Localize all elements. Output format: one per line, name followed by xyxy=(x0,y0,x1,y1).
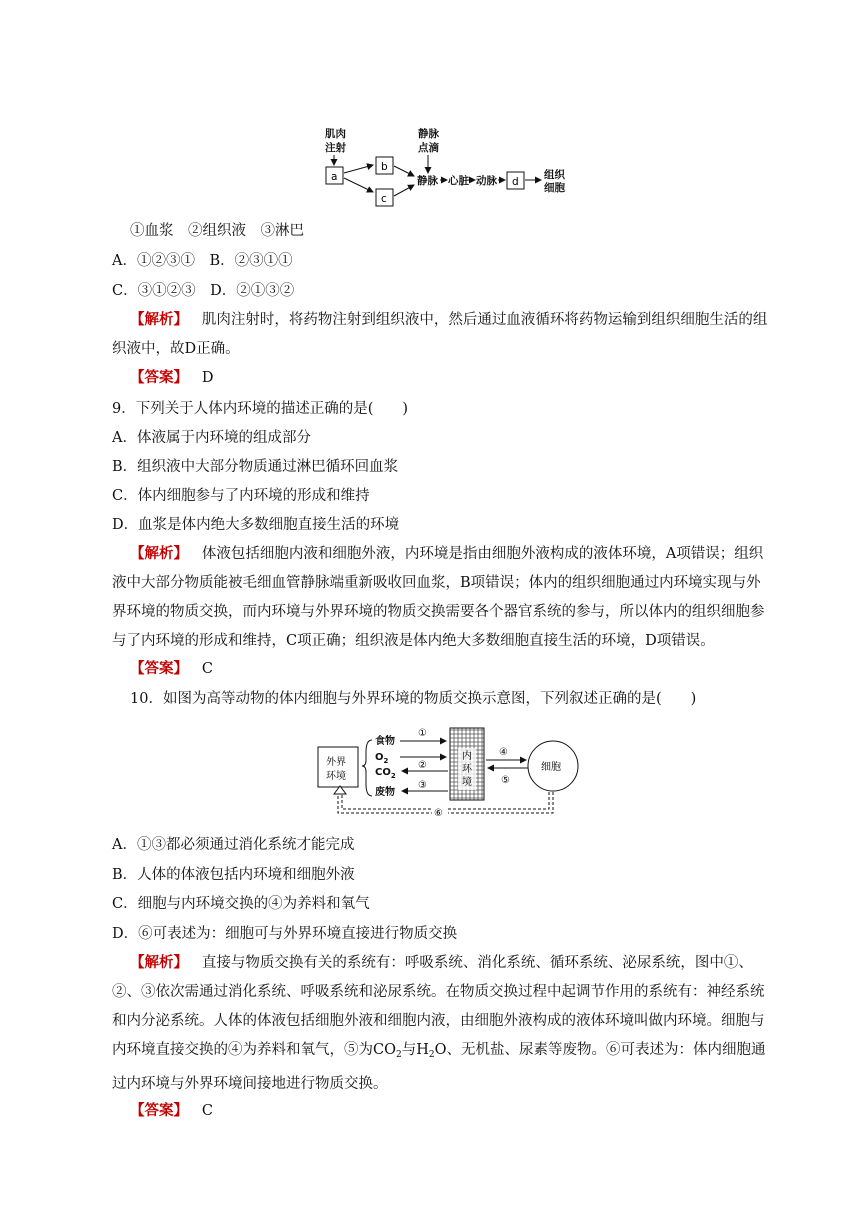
co2-subscript: 2 xyxy=(395,1050,402,1060)
analysis-tag: 【解析】 xyxy=(130,311,188,328)
q8-items: ①血浆 ②组织液 ③淋巴 xyxy=(130,223,304,239)
q10-stem: 10．如图为高等动物的体内细胞与外界环境的物质交换示意图，下列叙述正确的是( ) xyxy=(130,691,697,707)
h2o-subscript: 2 xyxy=(428,1050,435,1060)
o2-text: O xyxy=(375,752,384,763)
heart-label: 心脏 xyxy=(448,175,469,187)
answer-tag: 【答案】 xyxy=(130,660,188,677)
tissue-cells-label-2: 细胞 xyxy=(544,182,565,194)
q10-answer-value: C xyxy=(201,1103,213,1119)
box-b-label: b xyxy=(381,161,388,173)
arrow-6-label: ⑥ xyxy=(434,808,443,819)
analysis-tag: 【解析】 xyxy=(130,545,188,562)
q10-option-d: D．⑥可表述为：细胞可与外界环境直接进行物质交换 xyxy=(112,926,458,942)
arrow-5-label: ⑤ xyxy=(501,775,510,786)
q10-option-b: B．人体的体液包括内环境和细胞外液 xyxy=(112,867,355,883)
arrow-2-label: ② xyxy=(418,760,427,771)
q10-analysis-text-2: 与H xyxy=(401,1042,429,1058)
q9-option-d: D．血浆是体内绝大多数细胞直接生活的环境 xyxy=(112,517,400,533)
q10-analysis-text-3: O、无机盐、尿素等废物。⑥可表述为：体内细胞通过内环境与外界环境间接地进行物质交换。 xyxy=(112,1042,766,1092)
artery-label: 动脉 xyxy=(476,175,497,187)
o2-label xyxy=(375,752,389,765)
internal-label-2: 环 xyxy=(462,764,472,775)
tissue-cells-label-1: 组织 xyxy=(544,169,565,181)
q8-options-cd: C．③①②③ D．②①③② xyxy=(112,283,295,299)
vein-label: 静脉 xyxy=(417,175,438,187)
outside-label-1: 外界 xyxy=(326,757,346,768)
q9-option-b: B．组织液中大部分物质通过淋巴循环回血浆 xyxy=(112,459,399,475)
answer-tag: 【答案】 xyxy=(130,1102,188,1119)
internal-label-3: 境 xyxy=(462,777,472,788)
waste-label: 废物 xyxy=(375,787,395,798)
muscle-injection-label-2: 注射 xyxy=(325,142,346,154)
muscle-injection-label-1: 肌肉 xyxy=(325,128,346,140)
box-a-label: a xyxy=(331,171,338,183)
q10-option-a: A．①③都必须通过消化系统才能完成 xyxy=(112,837,355,853)
q9-option-a: A．体液属于内环境的组成部分 xyxy=(112,430,311,446)
q10-answer xyxy=(130,1101,213,1121)
q9-analysis-text: 体液包括细胞内液和细胞外液，内环境是指由细胞外液构成的液体环境，A项错误；组织液中大部分物质能被毛细血管静脉端重新吸收回血浆，B项错误；体内的组织细胞通过内环境实现与外界环境的物质交换，而内环境与外界环境的物质交换需要各个器官系统的参与，所以体内的组织细胞参与了内环境的形成和维持，C项正确；组织液是体内绝大多数细胞直接生活的环境，D项错误。 xyxy=(112,546,765,649)
arrow-4-label: ④ xyxy=(499,747,508,758)
internal-label-1: 内 xyxy=(462,751,472,762)
q10-option-c: C．细胞与内环境交换的④为养料和氧气 xyxy=(112,896,370,912)
q9-answer-value: C xyxy=(201,661,213,677)
q10-analysis xyxy=(112,948,772,1099)
co2-text: CO xyxy=(375,767,391,778)
co2-subscript: 2 xyxy=(390,772,396,780)
arrow-3-label: ③ xyxy=(418,780,427,791)
co2-label xyxy=(375,767,396,780)
q8-options-ab: A．①②③① B．②③①① xyxy=(112,253,293,269)
q9-stem: 9．下列关于人体内环境的描述正确的是( ) xyxy=(112,401,409,417)
cell-label: 细胞 xyxy=(541,762,561,773)
o2-subscript: 2 xyxy=(383,757,389,765)
outside-label-2: 环境 xyxy=(326,771,346,782)
box-c-label: c xyxy=(381,193,387,205)
q8-analysis-text: 肌肉注射时，将药物注射到组织液中，然后通过血液循环将药物运输到组织细胞生活的组织液中，故D正确。 xyxy=(112,312,768,357)
iv-drip-label-2: 点滴 xyxy=(418,142,439,154)
box-d-label: d xyxy=(512,176,519,188)
q9-option-c: C．体内细胞参与了内环境的形成和维持 xyxy=(112,488,370,504)
q10-analysis-text-1: 直接与物质交换有关的系统有：呼吸系统、消化系统、循环系统、泌尿系统，图中①、②、③依次需通过消化系统、呼吸系统和泌尿系统。在物质交换过程中起调节作用的系统有：神经系统和内分泌系统。人体的体液包括细胞外液和细胞内液，由细胞外液构成的液体环境叫做内环境。细胞与内环境直接交换的④为养料和氧气，⑤为CO xyxy=(112,955,765,1058)
q8-answer-value: D xyxy=(201,370,214,386)
iv-drip-label-1: 静脉 xyxy=(418,128,439,140)
analysis-tag: 【解析】 xyxy=(130,954,188,971)
answer-tag: 【答案】 xyxy=(130,369,188,386)
arrow-1-label: ① xyxy=(418,728,427,739)
food-label: 食物 xyxy=(375,736,395,747)
